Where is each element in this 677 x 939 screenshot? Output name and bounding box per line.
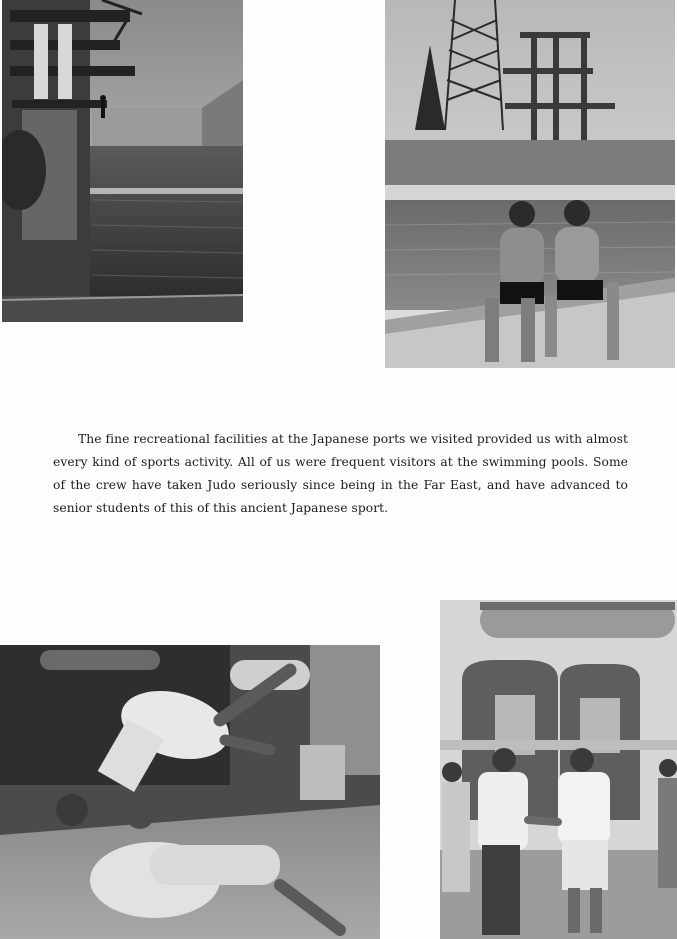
photo-swimmers-pool-edge xyxy=(385,0,675,368)
photo-judo-throw xyxy=(0,645,380,939)
caption-paragraph: The fine recreational facilities at the Japanese ports we visited provided us with almost every kind of sports activity. All of us were frequent visitors at the swimming pools. Some of the crew have taken Judo seriously since being in the Far East, and have advanced to senior students of this of this ancient Japanese sport. xyxy=(53,432,628,515)
photo-judo-students xyxy=(440,600,677,939)
photo-diving-tower-pool xyxy=(2,0,243,322)
caption-text xyxy=(53,428,628,520)
